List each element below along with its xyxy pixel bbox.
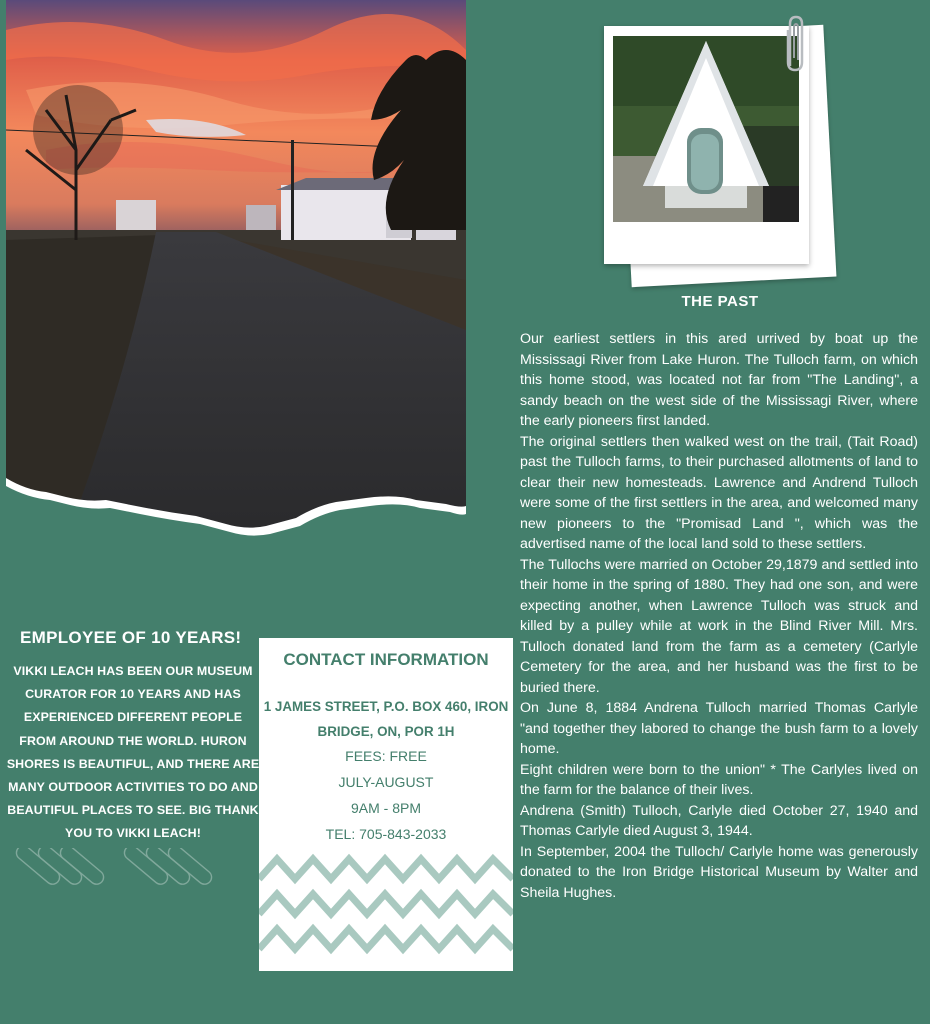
paper-clip-icon [784,14,804,74]
contact-fees: FEES: FREE [345,748,427,764]
decorative-slashes-icon [8,848,228,898]
past-paragraph: Our earliest settlers in this ared urrived by boat up the Mississagi River from Lake Huron. The Tulloch farm, on which this home stood, was located not far from "The Landing", a sandy beach on the west side of the Mississagi River, where the early pioneers first landed. [520,331,918,429]
contact-hours: 9AM - 8PM [350,800,421,816]
employee-body: VIKKI LEACH HAS BEEN OUR MUSEUM CURATOR FOR 10 YEARS AND HAS EXPERIENCED DIFFERENT PEOPLE FROM AROUND THE WORLD. HURON SHORES IS BEAUTIFUL, AND THERE ARE MANY OUTDOOR ACTIVITIES TO DO AND BEAUTIFUL PLACES TO SEE. BIG THANK YOU TO VIKKI LEACH! [6,664,260,841]
contact-heading: CONTACT INFORMATION [283,650,489,669]
sunset-street-photo [6,0,466,540]
past-paragraph: The original settlers then walked west on the trail, (Tait Road) past the Tulloch farms, to their purchased allotments of land to clear their new homesteads. Lawrence and Andrend Tulloch were some of the first settlers in the area, and welcomed many new pioneers to the "Promisad Land ", which was the advertised name of the local land sold to these settlers. [520,433,918,552]
the-past-body [520,329,918,903]
past-paragraph: On June 8, 1884 Andrena Tulloch married Thomas Carlyle "and together they labored to change the bush farm to a lovely home. [520,700,918,757]
employee-heading: EMPLOYEE OF 10 YEARS! [20,628,242,647]
past-paragraph: In September, 2004 the Tulloch/ Carlyle home was generously donated to the Iron Bridge Historical Museum by Walter and Sheila Hughes. [520,843,918,901]
past-paragraph: The Tullochs were married on October 29,1879 and settled into their home in the spring of 1880. They had one son, and were expecting another, when Lawrence Tulloch was struck and killed by a pulley while at work in the Blind River Mill. Mrs. Tulloch donated land from the farm as a cemetery (Carlyle Cemetery for the area, and her husband was the first to be buried there. [520,556,918,696]
contact-card [259,638,513,971]
contact-season: JULY-AUGUST [338,774,434,790]
past-paragraph: Andrena (Smith) Tulloch, Carlyle died October 27, 1940 and Thomas Carlyle died August 3, 1944. [520,802,918,839]
zigzag-decoration-icon [259,851,513,961]
the-past-heading: THE PAST [681,293,759,310]
contact-address: 1 JAMES STREET, P.O. BOX 460, IRON BRIDGE, ON, POR 1H [263,699,509,739]
polaroid-frame [604,26,809,264]
past-paragraph: Eight children were born to the union" * The Carlyles lived on the farm for the balance of their lives. [520,761,918,798]
historic-building-photo [613,36,799,222]
contact-phone[interactable]: TEL: 705-843-2033 [325,826,447,842]
